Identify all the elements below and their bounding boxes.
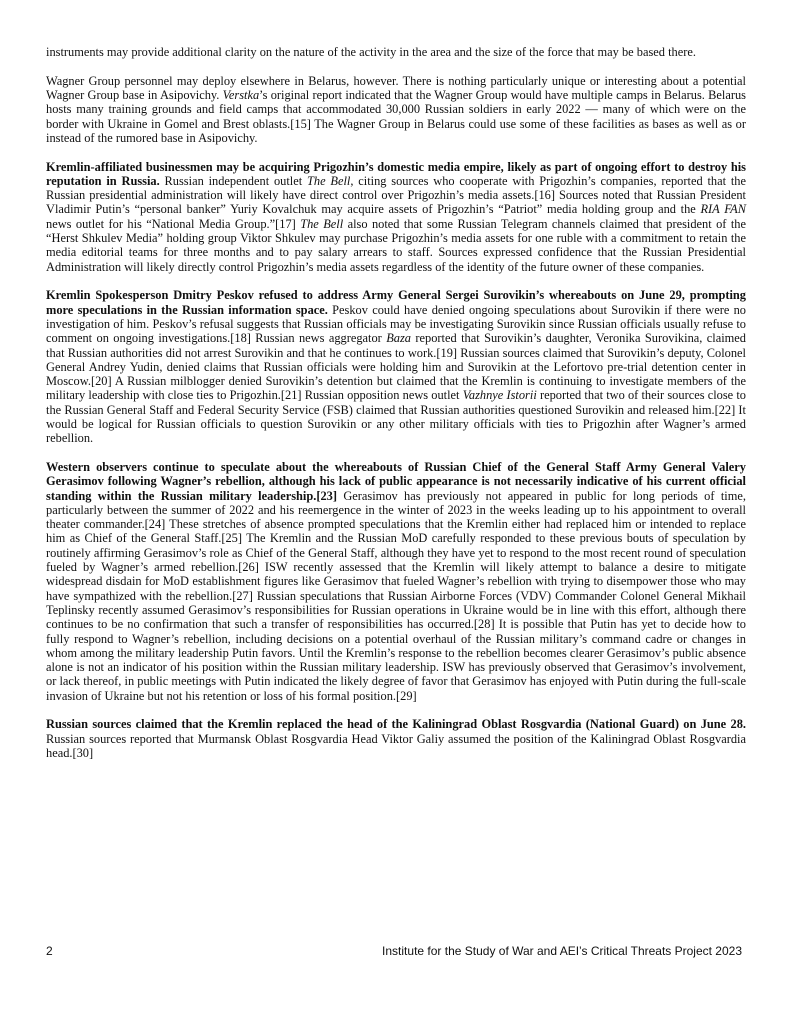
footer-organization: Institute for the Study of War and AEI’s Critical Threats Project 2023: [382, 944, 742, 958]
paragraph-lead-bold: Kremlin Spokesperson Dmitry Peskov refused to address Army General Sergei Surovikin’s whereabouts on June 29, prompting more speculations in the Russian information space.: [46, 288, 746, 317]
paragraph-text: Wagner Group personnel may deploy elsewhere in Belarus, however. There is nothing particularly unique or interesting about a potential Wagner Group base in Asipovichy.: [46, 73, 746, 102]
paragraph-text: Gerasimov has previously not appeared in public for long periods of time, particularly between the summer of 2022 and his reemergence in the winter of 2023 in the weeks leading up to his appointment to overall theater commander.[24] These stretches of absence prompted speculations that the Kremlin either had replaced him or intended to replace him as Chief of the General Staff.[25] The Kremlin and the Russian MoD carefully responded to these previous bouts of speculation by routinely affirming Gerasimov’s role as Chief of the General Staff, although they have yet to respond to the most recent round of speculation fueled by Wagner’s armed rebellion.[26] ISW recently assessed that the Kremlin will likely attempt to balance a desire to mitigate widespread disdain for MoD establishment figures like Gerasimov that fueled Wagner’s rebellion with trying to disempower those who may have sympathized with the rebellion.[27] Russian speculations that Russian Airborne Forces (VDV) Commander Colonel General Mikhail Teplinsky recently assumed Gerasimov’s responsibilities for Russian operations in Ukraine would be in line with this effort, although there continues to be no confirmation that such a transfer of responsibilities has occurred.[28] It is possible that Putin has yet to decide how to fully respond to Wagner’s rebellion, including decisions on a potential overhaul of the Russian military’s command cadre or changes in whom among the military leadership Putin favors. Until the Kremlin’s response to the rebellion becomes clearer Gerasimov’s public absence alone is not an indicator of his position within the Russian military leadership. ISW has previously observed that Gerasimov’s involvement, or lack thereof, in public meetings with Putin indicated the likely degree of favor that Gerasimov has enjoyed with Putin during the full-scale invasion of Ukraine but not his retention or loss of his formal position.[29]: [46, 488, 746, 703]
paragraph-text: instruments may provide additional clarity on the nature of the activity in the area and the size of the force that may be based there.: [46, 45, 696, 59]
outlet-name-italic: Verstka: [222, 87, 260, 102]
report-body: [46, 45, 746, 775]
paragraph: [46, 460, 746, 703]
paragraph-lead-bold: Kremlin-affiliated businessmen may be acquiring Prigozhin’s domestic media empire, likely as part of ongoing effort to destroy his reputation in Russia.: [46, 159, 746, 188]
paragraph-text: Russian independent outlet: [159, 173, 307, 188]
paragraph: [46, 45, 746, 59]
paragraph: [46, 717, 746, 760]
paragraph-text: reported that two of their sources close to the Russian General Staff and Federal Security Service (FSB) claimed that Russian authorities questioned Surovikin and released him.[22] It would be logical for Russian officials to question Surovikin or any other military officials with ties to Prigozhin after Wagner’s armed rebellion.: [46, 388, 746, 446]
paragraph: [46, 74, 746, 145]
paragraph-text: also noted that some Russian Telegram channels claimed that president of the “Herst Shkulev Media” holding group Viktor Shkulev may purchase Prigozhin’s media assets for one ruble with a commitment to retain the media editorial teams for three months and to pay salary arrears to staff. Sources expressed confidence that the Russian Presidential Administration will likely directly control Prigozhin’s media assets regardless of the identity of the future owner of these companies.: [46, 216, 746, 274]
outlet-name-italic: RIA FAN: [700, 202, 746, 217]
outlet-name-italic: The Bell: [306, 173, 351, 188]
paragraph-text: ’s original report indicated that the Wagner Group would have multiple camps in Belarus. Belarus hosts many training grounds and field camps that accommodated 30,000 Russian soldiers in early 2022 — many of which were on the border with Ukraine in Gomel and Brest oblasts.[15] The Wagner Group in Belarus could use some of these facilities as bases as well as or instead of the rumored base in Asipovichy.: [46, 87, 746, 145]
page-footer: [46, 944, 746, 960]
paragraph-lead-bold: Western observers continue to speculate about the whereabouts of Russian Chief of the General Staff Army General Valery Gerasimov following Wagner’s rebellion, although his lack of public appearance is not necessarily indicative of his current official standing within the Russian military leadership.[23]: [46, 459, 746, 503]
outlet-name-italic: The Bell: [300, 216, 344, 231]
paragraph-text: Russian sources reported that Murmansk Oblast Rosgvardia Head Viktor Galiy assumed the position of the Kaliningrad Oblast Rosgvardia head.[30]: [46, 731, 746, 761]
paragraph: [46, 288, 746, 445]
paragraph: [46, 160, 746, 274]
paragraph-text: , citing sources who cooperate with Prigozhin’s companies, reported that the Russian presidential administration will likely have direct control over Prigozhin’s media assets.[16] Sources noted that Russian President Vladimir Putin’s “personal banker” Yuriy Kovalchuk may acquire assets of Prigozhin’s “Patriot” media holding group and the: [46, 173, 746, 217]
outlet-name-italic: Vazhnye Istorii: [462, 388, 537, 403]
paragraph-text: reported that Surovikin’s daughter, Veronika Surovikina, claimed that Russian authorities did not arrest Surovikin and that he continues to work.[19] Russian sources claimed that Surovikin’s deputy, Colonel General Andrey Yudin, denied claims that Russian officials were holding him and Surovikin at the Lefortovo pre-trial detention center in Moscow.[20] A Russian milblogger denied Surovikin’s detention but claimed that the Kremlin is continuing to investigate members of the military leadership with close ties to Prigozhin.[21] Russian opposition news outlet: [46, 331, 746, 403]
outlet-name-italic: Baza: [386, 331, 411, 346]
paragraph-text: Peskov could have denied ongoing speculations about Surovikin if there were no investigation of him. Peskov’s refusal suggests that Russian officials may be investigating Surovikin since Russian officials usually refuse to comment on ongoing investigations.[18] Russian news aggregator: [46, 302, 747, 346]
paragraph-text: news outlet for his “National Media Group.”[17]: [46, 216, 301, 231]
paragraph-lead-bold: Russian sources claimed that the Kremlin replaced the head of the Kaliningrad Oblast Rosgvardia (National Guard) on June 28.: [46, 717, 746, 732]
page-number: 2: [46, 944, 53, 958]
